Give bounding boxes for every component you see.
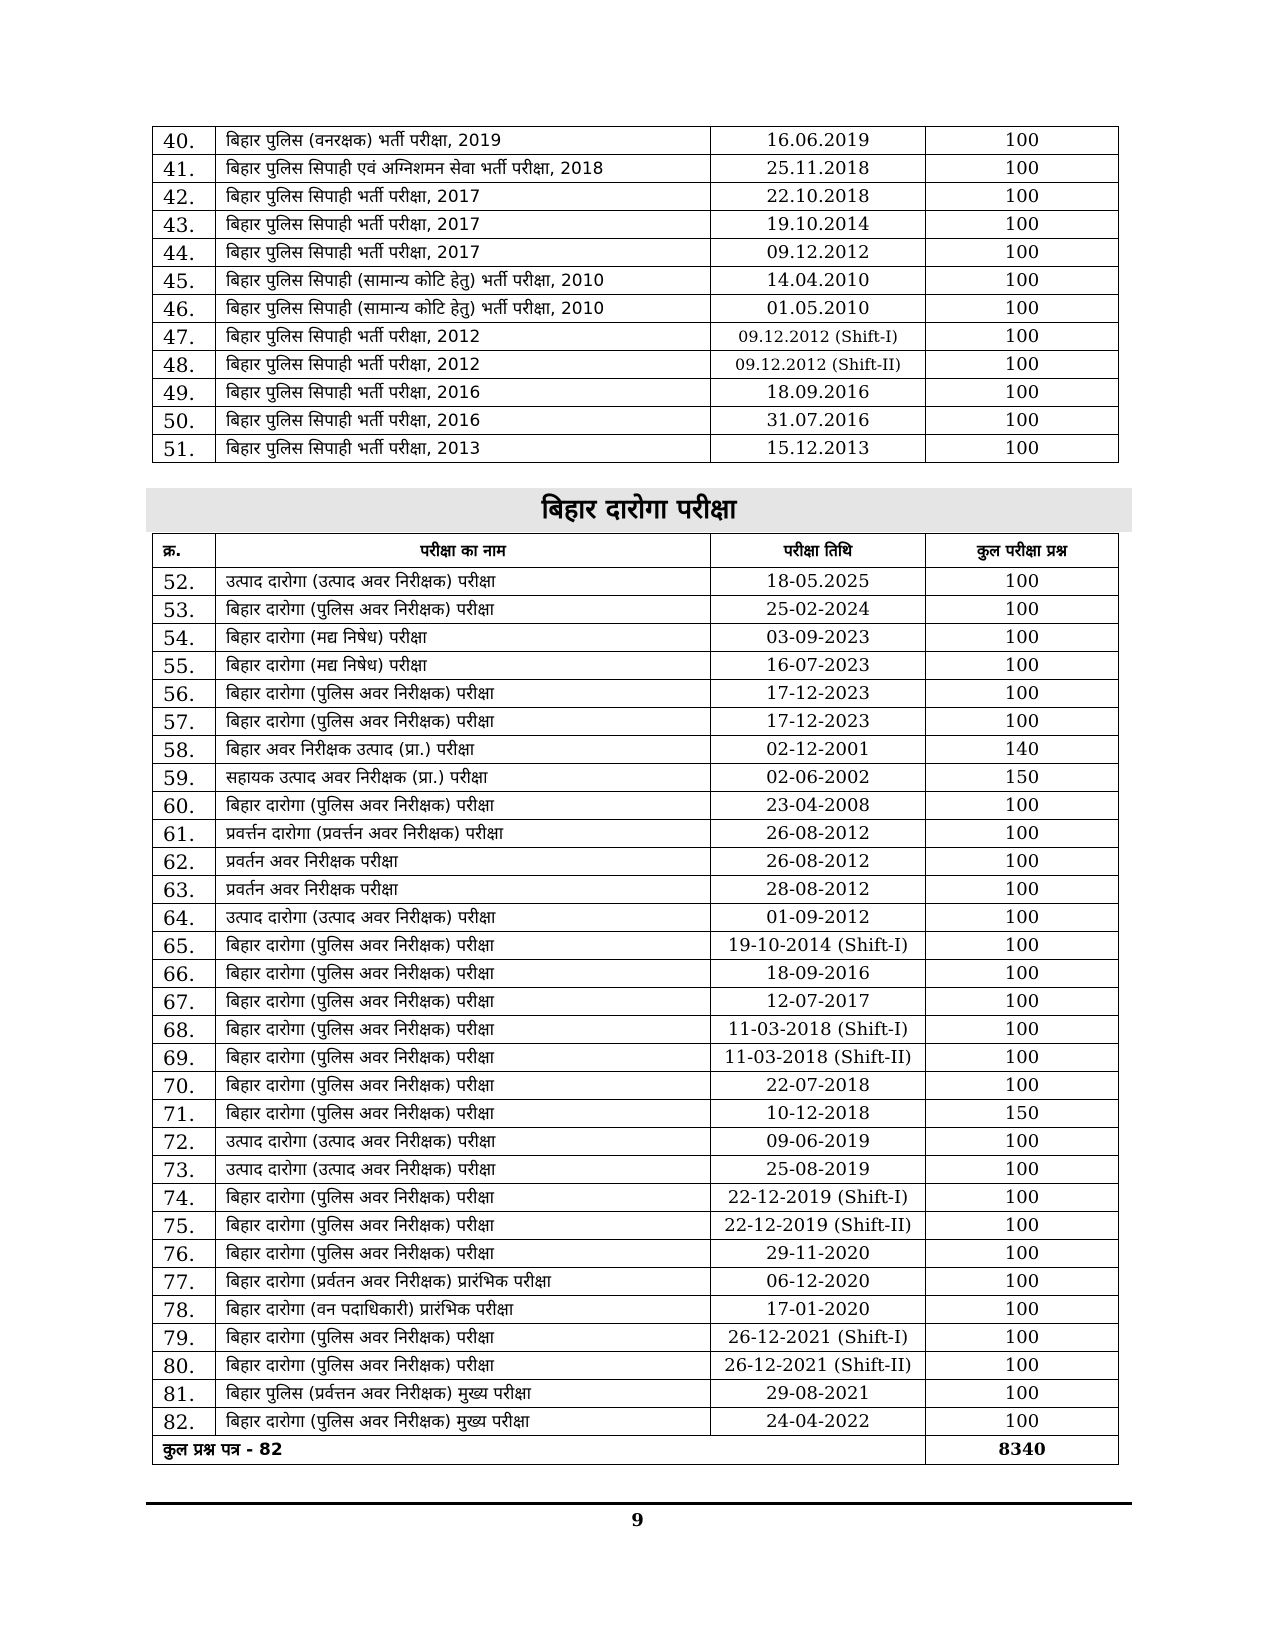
table-row (153, 211, 1119, 239)
table-row (153, 708, 1119, 736)
table-row (153, 1184, 1119, 1212)
row-total-questions: 100 (926, 1352, 1119, 1380)
row-serial: 76. (153, 1240, 216, 1268)
row-serial: 44. (153, 239, 216, 267)
table-row (153, 1240, 1119, 1268)
table-row (153, 960, 1119, 988)
row-serial: 49. (153, 379, 216, 407)
row-total-questions: 100 (926, 904, 1119, 932)
row-serial: 64. (153, 904, 216, 932)
row-serial: 60. (153, 792, 216, 820)
row-total-questions: 100 (926, 624, 1119, 652)
row-serial: 68. (153, 1016, 216, 1044)
table-row (153, 568, 1119, 596)
row-serial: 65. (153, 932, 216, 960)
row-total-questions: 100 (926, 1128, 1119, 1156)
row-exam-date: 12-07-2017 (711, 988, 926, 1016)
row-exam-date: 26-12-2021 (Shift-I) (711, 1324, 926, 1352)
header-exam-name: परीक्षा का नाम (216, 534, 711, 568)
table-row (153, 1352, 1119, 1380)
row-total-questions: 100 (926, 211, 1119, 239)
exam-table-body (153, 127, 1119, 463)
row-total-questions: 100 (926, 568, 1119, 596)
row-serial: 51. (153, 435, 216, 463)
row-total-questions: 100 (926, 407, 1119, 435)
table-row (153, 1072, 1119, 1100)
table-row (153, 1128, 1119, 1156)
row-exam-date: 22-07-2018 (711, 1072, 926, 1100)
row-exam-date: 26-08-2012 (711, 820, 926, 848)
row-exam-name: प्रवर्तन अवर निरीक्षक परीक्षा (216, 876, 711, 904)
row-total-questions: 100 (926, 435, 1119, 463)
row-total-questions: 100 (926, 1212, 1119, 1240)
row-total-questions: 100 (926, 1072, 1119, 1100)
row-exam-name: बिहार पुलिस सिपाही भर्ती परीक्षा, 2016 (216, 407, 711, 435)
row-serial: 53. (153, 596, 216, 624)
total-label: कुल प्रश्न पत्र - 82 (153, 1436, 926, 1465)
row-exam-date: 01.05.2010 (711, 295, 926, 323)
row-serial: 73. (153, 1156, 216, 1184)
table-row (153, 596, 1119, 624)
row-exam-date: 03-09-2023 (711, 624, 926, 652)
row-serial: 81. (153, 1380, 216, 1408)
row-exam-date: 09.12.2012 (711, 239, 926, 267)
table-row (153, 904, 1119, 932)
row-exam-name: बिहार पुलिस सिपाही भर्ती परीक्षा, 2017 (216, 239, 711, 267)
table-row (153, 239, 1119, 267)
row-total-questions: 100 (926, 295, 1119, 323)
row-serial: 62. (153, 848, 216, 876)
row-total-questions: 100 (926, 1184, 1119, 1212)
row-exam-date: 25.11.2018 (711, 155, 926, 183)
row-exam-name: बिहार दारोगा (पुलिस अवर निरीक्षक) परीक्षा (216, 932, 711, 960)
section-heading: बिहार दारोगा परीक्षा (146, 488, 1132, 532)
row-total-questions: 100 (926, 708, 1119, 736)
table-row (153, 379, 1119, 407)
table-row (153, 1268, 1119, 1296)
table-row (153, 435, 1119, 463)
row-exam-date: 22.10.2018 (711, 183, 926, 211)
table-row (153, 267, 1119, 295)
table-header-row (153, 534, 1119, 568)
table-row (153, 680, 1119, 708)
exam-table-police-constable (152, 126, 1119, 463)
table-row (153, 1044, 1119, 1072)
row-total-questions: 100 (926, 323, 1119, 351)
row-serial: 57. (153, 708, 216, 736)
row-exam-name: बिहार दारोगा (पुलिस अवर निरीक्षक) परीक्षा (216, 708, 711, 736)
row-serial: 77. (153, 1268, 216, 1296)
row-exam-date: 23-04-2008 (711, 792, 926, 820)
row-total-questions: 100 (926, 351, 1119, 379)
table-row (153, 1380, 1119, 1408)
table-row (153, 988, 1119, 1016)
table-row (153, 820, 1119, 848)
table-row (153, 1408, 1119, 1436)
row-exam-name: बिहार दारोगा (पुलिस अवर निरीक्षक) परीक्षा (216, 988, 711, 1016)
table-row (153, 1212, 1119, 1240)
row-serial: 63. (153, 876, 216, 904)
row-total-questions: 100 (926, 1324, 1119, 1352)
table-row (153, 1324, 1119, 1352)
row-serial: 59. (153, 764, 216, 792)
row-exam-date: 17-01-2020 (711, 1296, 926, 1324)
row-serial: 45. (153, 267, 216, 295)
row-exam-name: उत्पाद दारोगा (उत्पाद अवर निरीक्षक) परीक्षा (216, 904, 711, 932)
row-exam-date: 22-12-2019 (Shift-I) (711, 1184, 926, 1212)
row-exam-name: सहायक उत्पाद अवर निरीक्षक (प्रा.) परीक्षा (216, 764, 711, 792)
row-exam-name: बिहार पुलिस (प्रर्वत्तन अवर निरीक्षक) मुख्य परीक्षा (216, 1380, 711, 1408)
row-exam-date: 26-12-2021 (Shift-II) (711, 1352, 926, 1380)
row-exam-date: 19-10-2014 (Shift-I) (711, 932, 926, 960)
row-serial: 41. (153, 155, 216, 183)
row-exam-name: बिहार पुलिस सिपाही भर्ती परीक्षा, 2016 (216, 379, 711, 407)
row-exam-name: बिहार दारोगा (पुलिस अवर निरीक्षक) परीक्षा (216, 1240, 711, 1268)
row-serial: 56. (153, 680, 216, 708)
row-serial: 52. (153, 568, 216, 596)
row-exam-name: बिहार पुलिस सिपाही एवं अग्निशमन सेवा भर्ती परीक्षा, 2018 (216, 155, 711, 183)
row-exam-date: 09.12.2012 (Shift-I) (711, 323, 926, 351)
row-total-questions: 100 (926, 1268, 1119, 1296)
row-total-questions: 100 (926, 1408, 1119, 1436)
row-exam-name: बिहार दारोगा (मद्य निषेध) परीक्षा (216, 652, 711, 680)
table-row (153, 155, 1119, 183)
table-row (153, 848, 1119, 876)
row-serial: 70. (153, 1072, 216, 1100)
row-total-questions: 100 (926, 680, 1119, 708)
row-serial: 72. (153, 1128, 216, 1156)
row-exam-date: 16-07-2023 (711, 652, 926, 680)
row-total-questions: 100 (926, 848, 1119, 876)
row-exam-date: 16.06.2019 (711, 127, 926, 155)
row-exam-date: 28-08-2012 (711, 876, 926, 904)
row-total-questions: 100 (926, 1016, 1119, 1044)
row-serial: 48. (153, 351, 216, 379)
row-serial: 54. (153, 624, 216, 652)
exam-table-body (153, 568, 1119, 1436)
row-exam-date: 25-08-2019 (711, 1156, 926, 1184)
row-serial: 71. (153, 1100, 216, 1128)
row-exam-date: 24-04-2022 (711, 1408, 926, 1436)
row-total-questions: 100 (926, 155, 1119, 183)
row-exam-date: 02-12-2001 (711, 736, 926, 764)
row-exam-date: 18-09-2016 (711, 960, 926, 988)
table-row (153, 407, 1119, 435)
row-exam-name: बिहार दारोगा (मद्य निषेध) परीक्षा (216, 624, 711, 652)
row-exam-date: 29-08-2021 (711, 1380, 926, 1408)
row-total-questions: 100 (926, 960, 1119, 988)
row-total-questions: 100 (926, 792, 1119, 820)
table-row (153, 876, 1119, 904)
header-total-questions: कुल परीक्षा प्रश्न (926, 534, 1119, 568)
row-total-questions: 100 (926, 1296, 1119, 1324)
row-total-questions: 100 (926, 1380, 1119, 1408)
row-serial: 42. (153, 183, 216, 211)
table-row (153, 1100, 1119, 1128)
row-exam-date: 09.12.2012 (Shift-II) (711, 351, 926, 379)
table-row (153, 127, 1119, 155)
table-row (153, 351, 1119, 379)
row-serial: 75. (153, 1212, 216, 1240)
row-exam-date: 14.04.2010 (711, 267, 926, 295)
row-total-questions: 100 (926, 932, 1119, 960)
row-serial: 61. (153, 820, 216, 848)
row-exam-date: 10-12-2018 (711, 1100, 926, 1128)
table-row (153, 1016, 1119, 1044)
row-exam-name: बिहार पुलिस सिपाही (सामान्य कोटि हेतु) भर्ती परीक्षा, 2010 (216, 267, 711, 295)
table-row (153, 736, 1119, 764)
row-total-questions: 100 (926, 267, 1119, 295)
table-row (153, 323, 1119, 351)
row-exam-name: बिहार पुलिस सिपाही भर्ती परीक्षा, 2017 (216, 211, 711, 239)
header-exam-date: परीक्षा तिथि (711, 534, 926, 568)
row-exam-date: 02-06-2002 (711, 764, 926, 792)
row-total-questions: 100 (926, 1240, 1119, 1268)
row-exam-name: बिहार दारोगा (पुलिस अवर निरीक्षक) परीक्षा (216, 1100, 711, 1128)
row-exam-name: बिहार पुलिस (वनरक्षक) भर्ती परीक्षा, 2019 (216, 127, 711, 155)
table-row (153, 183, 1119, 211)
row-exam-date: 15.12.2013 (711, 435, 926, 463)
total-value: 8340 (926, 1436, 1119, 1465)
row-exam-name: बिहार दारोगा (पुलिस अवर निरीक्षक) परीक्षा (216, 1072, 711, 1100)
row-serial: 46. (153, 295, 216, 323)
row-total-questions: 100 (926, 820, 1119, 848)
row-total-questions: 150 (926, 764, 1119, 792)
row-serial: 79. (153, 1324, 216, 1352)
row-total-questions: 100 (926, 379, 1119, 407)
row-exam-date: 29-11-2020 (711, 1240, 926, 1268)
row-exam-name: बिहार दारोगा (पुलिस अवर निरीक्षक) परीक्षा (216, 960, 711, 988)
row-serial: 55. (153, 652, 216, 680)
row-exam-date: 18-05.2025 (711, 568, 926, 596)
row-exam-date: 31.07.2016 (711, 407, 926, 435)
row-serial: 47. (153, 323, 216, 351)
exam-table-daroga (152, 533, 1119, 1465)
row-exam-name: बिहार दारोगा (पुलिस अवर निरीक्षक) परीक्षा (216, 680, 711, 708)
table-row (153, 1156, 1119, 1184)
row-serial: 58. (153, 736, 216, 764)
row-exam-date: 17-12-2023 (711, 708, 926, 736)
header-serial: क्र. (153, 534, 216, 568)
row-exam-name: बिहार पुलिस सिपाही भर्ती परीक्षा, 2013 (216, 435, 711, 463)
row-exam-name: बिहार दारोगा (पुलिस अवर निरीक्षक) परीक्षा (216, 1352, 711, 1380)
row-exam-name: बिहार दारोगा (पुलिस अवर निरीक्षक) परीक्षा (216, 1324, 711, 1352)
table-row (153, 652, 1119, 680)
row-exam-name: प्रवर्त्तन दारोगा (प्रवर्त्तन अवर निरीक्षक) परीक्षा (216, 820, 711, 848)
page-number: 9 (631, 1510, 644, 1531)
row-exam-date: 11-03-2018 (Shift-I) (711, 1016, 926, 1044)
row-exam-name: बिहार पुलिस सिपाही (सामान्य कोटि हेतु) भर्ती परीक्षा, 2010 (216, 295, 711, 323)
row-total-questions: 100 (926, 1044, 1119, 1072)
row-exam-date: 25-02-2024 (711, 596, 926, 624)
row-exam-name: बिहार अवर निरीक्षक उत्पाद (प्रा.) परीक्षा (216, 736, 711, 764)
row-exam-name: बिहार दारोगा (पुलिस अवर निरीक्षक) परीक्षा (216, 1212, 711, 1240)
row-exam-date: 18.09.2016 (711, 379, 926, 407)
row-total-questions: 100 (926, 183, 1119, 211)
row-exam-date: 06-12-2020 (711, 1268, 926, 1296)
row-total-questions: 100 (926, 239, 1119, 267)
row-total-questions: 100 (926, 1156, 1119, 1184)
row-exam-name: बिहार दारोगा (प्रर्वतन अवर निरीक्षक) प्रारंभिक परीक्षा (216, 1268, 711, 1296)
row-serial: 69. (153, 1044, 216, 1072)
row-serial: 50. (153, 407, 216, 435)
row-total-questions: 100 (926, 127, 1119, 155)
row-serial: 82. (153, 1408, 216, 1436)
row-serial: 66. (153, 960, 216, 988)
row-serial: 80. (153, 1352, 216, 1380)
row-serial: 40. (153, 127, 216, 155)
row-exam-date: 11-03-2018 (Shift-II) (711, 1044, 926, 1072)
total-row (153, 1436, 1119, 1465)
row-exam-name: उत्पाद दारोगा (उत्पाद अवर निरीक्षक) परीक्षा (216, 1128, 711, 1156)
row-total-questions: 140 (926, 736, 1119, 764)
row-total-questions: 100 (926, 652, 1119, 680)
row-total-questions: 100 (926, 988, 1119, 1016)
table-row (153, 1296, 1119, 1324)
row-serial: 74. (153, 1184, 216, 1212)
table-row (153, 295, 1119, 323)
row-exam-name: बिहार दारोगा (पुलिस अवर निरीक्षक) परीक्षा (216, 596, 711, 624)
row-exam-name: प्रवर्तन अवर निरीक्षक परीक्षा (216, 848, 711, 876)
row-exam-name: उत्पाद दारोगा (उत्पाद अवर निरीक्षक) परीक्षा (216, 1156, 711, 1184)
table-row (153, 932, 1119, 960)
row-exam-date: 17-12-2023 (711, 680, 926, 708)
row-total-questions: 100 (926, 596, 1119, 624)
row-exam-date: 26-08-2012 (711, 848, 926, 876)
row-exam-name: बिहार दारोगा (पुलिस अवर निरीक्षक) परीक्षा (216, 1184, 711, 1212)
row-exam-date: 01-09-2012 (711, 904, 926, 932)
row-exam-date: 22-12-2019 (Shift-II) (711, 1212, 926, 1240)
row-exam-date: 19.10.2014 (711, 211, 926, 239)
row-serial: 78. (153, 1296, 216, 1324)
row-total-questions: 100 (926, 876, 1119, 904)
row-exam-name: बिहार पुलिस सिपाही भर्ती परीक्षा, 2012 (216, 351, 711, 379)
row-exam-name: बिहार दारोगा (पुलिस अवर निरीक्षक) परीक्षा (216, 1044, 711, 1072)
table-row (153, 624, 1119, 652)
row-serial: 67. (153, 988, 216, 1016)
row-exam-name: बिहार पुलिस सिपाही भर्ती परीक्षा, 2012 (216, 323, 711, 351)
table-row (153, 764, 1119, 792)
row-exam-name: बिहार पुलिस सिपाही भर्ती परीक्षा, 2017 (216, 183, 711, 211)
row-exam-name: बिहार दारोगा (पुलिस अवर निरीक्षक) परीक्षा (216, 1016, 711, 1044)
row-total-questions: 150 (926, 1100, 1119, 1128)
row-exam-name: बिहार दारोगा (वन पदाधिकारी) प्रारंभिक परीक्षा (216, 1296, 711, 1324)
table-row (153, 792, 1119, 820)
row-exam-date: 09-06-2019 (711, 1128, 926, 1156)
row-serial: 43. (153, 211, 216, 239)
row-exam-name: बिहार दारोगा (पुलिस अवर निरीक्षक) मुख्य परीक्षा (216, 1408, 711, 1436)
row-exam-name: बिहार दारोगा (पुलिस अवर निरीक्षक) परीक्षा (216, 792, 711, 820)
row-exam-name: उत्पाद दारोगा (उत्पाद अवर निरीक्षक) परीक्षा (216, 568, 711, 596)
footer-divider (146, 1502, 1132, 1505)
